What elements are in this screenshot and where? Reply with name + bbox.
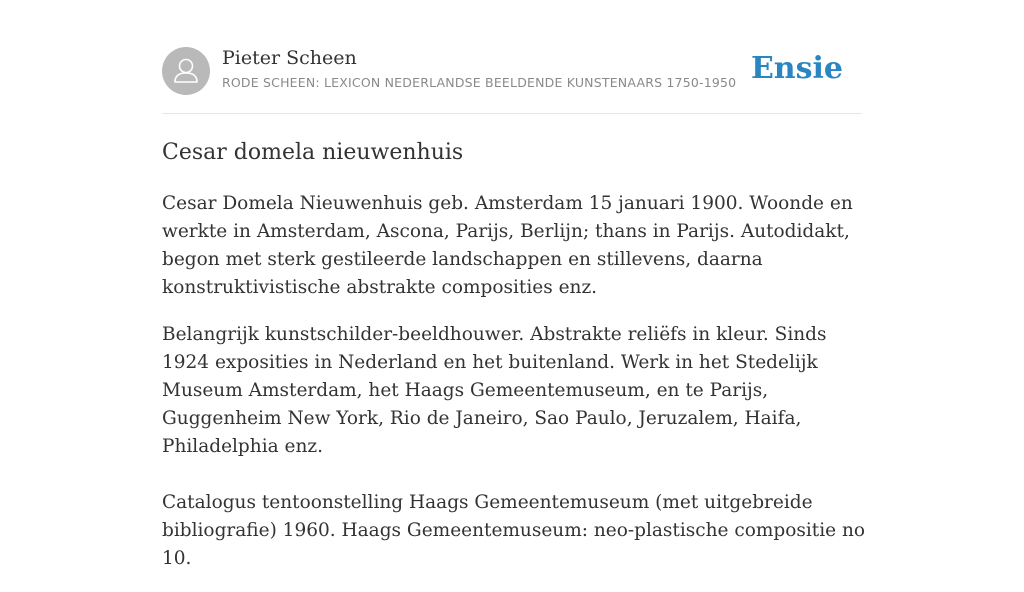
user-avatar-icon[interactable] (162, 47, 210, 95)
source-label[interactable]: RODE SCHEEN: LEXICON NEDERLANDSE BEELDENDE KUNSTENAARS 1750-1950 (222, 75, 737, 90)
author-header (162, 47, 862, 95)
article-paragraph: Catalogus tentoonstelling Haags Gemeentemuseum (met uitgebreide bibliografie) 1960. Haags Gemeentemuseum: neo-plastische compositie no 10. (162, 492, 866, 569)
article-paragraph: Cesar Domela Nieuwenhuis geb. Amsterdam 15 januari 1900. Woonde en werkte in Amsterdam, Ascona, Parijs, Berlijn; thans in Parijs. Autodidakt, begon met sterk gestileerde landschappen en stillevens, daarna konstruktivistische abstrakte composities enz. (162, 193, 853, 298)
author-name[interactable]: Pieter Scheen (222, 47, 357, 69)
ensie-logo[interactable]: Ensie (750, 51, 843, 86)
article-title: Cesar domela nieuwenhuis (162, 140, 464, 165)
header-divider (162, 113, 862, 114)
article-body (162, 190, 867, 592)
article-paragraph: Belangrijk kunstschilder-beeldhouwer. Abstrakte reliëfs in kleur. Sinds 1924 exposities in Nederland en het buitenland. Werk in het Stedelijk Museum Amsterdam, het Haags Gemeentemuseum, en te Parijs, Guggenheim New York, Rio de Janeiro, Sao Paulo, Jeruzalem, Haifa, Philadelphia enz. (162, 324, 827, 457)
